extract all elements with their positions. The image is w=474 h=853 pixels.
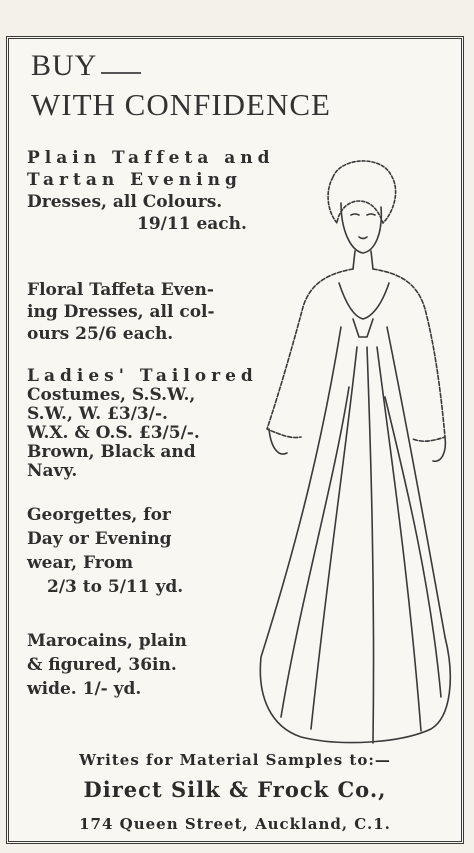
item-line: ing Dresses, all col- <box>27 302 215 322</box>
item-floral-taffeta <box>27 279 215 345</box>
item-tailored-costumes <box>27 367 258 481</box>
item-line: W.X. & O.S. £3/5/-. <box>27 423 200 443</box>
item-taffeta-tartan <box>27 147 275 235</box>
footer-address: 174 Queen Street, Auckland, C.1. <box>79 815 391 833</box>
item-georgettes <box>27 503 183 599</box>
item-line: wear, From <box>27 553 134 573</box>
item-line: Plain Taffeta and <box>27 148 275 168</box>
item-line: Navy. <box>27 461 78 481</box>
item-line: Georgettes, for <box>27 505 171 525</box>
item-line: S.W., W. £3/3/-. <box>27 404 168 424</box>
item-line: Marocains, plain <box>27 631 187 651</box>
footer-instruction: Writes for Material Samples to:— <box>79 751 391 769</box>
item-line: ours 25/6 each. <box>27 324 174 344</box>
headline-buy: BUY <box>31 49 98 82</box>
item-line: Brown, Black and <box>27 442 196 462</box>
item-price: 2/3 to 5/11 yd. <box>47 577 184 597</box>
item-line: Day or Evening <box>27 529 172 549</box>
item-line: Floral Taffeta Even- <box>27 280 214 300</box>
headline-dash <box>101 72 141 74</box>
footer-company: Direct Silk & Frock Co., <box>83 777 387 802</box>
item-marocains <box>27 629 187 701</box>
item-line: wide. 1/- yd. <box>27 679 142 699</box>
item-line: Dresses, all Colours. <box>27 192 223 212</box>
item-price: 19/11 each. <box>137 214 247 234</box>
item-line: Tartan Evening <box>27 170 242 190</box>
headline-with-confidence: WITH CONFIDENCE <box>31 87 331 122</box>
item-line: Ladies' Tailored <box>27 366 258 386</box>
item-line: Costumes, S.S.W., <box>27 385 196 405</box>
item-line: & figured, 36in. <box>27 655 177 675</box>
woman-in-evening-gown-icon <box>241 157 457 747</box>
advertisement <box>6 36 464 844</box>
